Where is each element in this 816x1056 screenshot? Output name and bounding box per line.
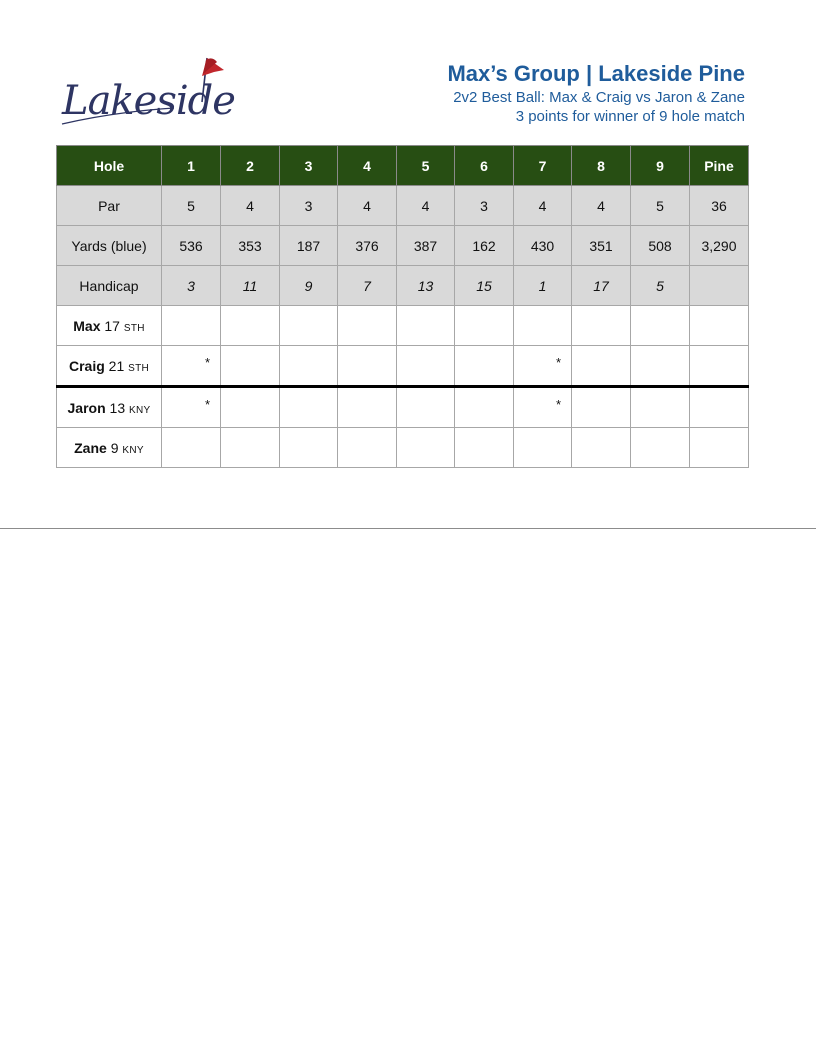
player-row [57, 306, 749, 346]
handicap-cell [690, 266, 749, 306]
column-header: 4 [338, 146, 397, 186]
score-cell[interactable] [514, 387, 572, 428]
handicap-cell: 17 [572, 266, 631, 306]
player-row [57, 346, 749, 387]
score-cell[interactable] [280, 387, 338, 428]
score-cell[interactable] [572, 428, 631, 468]
score-cell[interactable] [455, 387, 514, 428]
player-name: Zane [74, 439, 107, 456]
handicap-cell: 3 [162, 266, 221, 306]
par-cell: 4 [338, 186, 397, 226]
row-label: Handicap [57, 266, 162, 306]
par-cell: 3 [455, 186, 514, 226]
yards-row [57, 226, 749, 266]
score-cell[interactable] [572, 346, 631, 387]
score-cell[interactable] [572, 306, 631, 346]
score-cell[interactable] [280, 428, 338, 468]
column-header: 5 [397, 146, 455, 186]
stroke-marker: * [555, 355, 561, 370]
par-cell: 4 [221, 186, 280, 226]
player-row [57, 387, 749, 428]
column-header: Pine [690, 146, 749, 186]
score-cell[interactable] [514, 346, 572, 387]
match-format: 2v2 Best Ball: Max & Craig vs Jaron & Zane [453, 89, 745, 106]
header-row [57, 146, 749, 186]
score-cell[interactable] [397, 306, 455, 346]
par-cell: 5 [162, 186, 221, 226]
score-cell[interactable] [280, 306, 338, 346]
player-name: Max [73, 317, 101, 334]
yards-cell: 376 [338, 226, 397, 266]
scorecard-table [56, 145, 749, 468]
score-cell[interactable] [221, 346, 280, 387]
player-tee: KNY [122, 444, 144, 456]
par-row [57, 186, 749, 226]
column-header: 9 [631, 146, 690, 186]
yards-cell: 351 [572, 226, 631, 266]
par-cell: 36 [690, 186, 749, 226]
score-cell[interactable] [572, 387, 631, 428]
score-cell[interactable] [631, 428, 690, 468]
row-label: Par [57, 186, 162, 226]
player-handicap: 21 [108, 357, 125, 374]
yards-cell: 430 [514, 226, 572, 266]
column-header: 1 [162, 146, 221, 186]
score-cell[interactable] [397, 346, 455, 387]
score-cell[interactable] [455, 346, 514, 387]
score-cell[interactable] [280, 346, 338, 387]
yards-cell: 187 [280, 226, 338, 266]
column-header: 6 [455, 146, 514, 186]
score-cell[interactable] [514, 428, 572, 468]
handicap-cell: 11 [221, 266, 280, 306]
score-cell[interactable] [221, 428, 280, 468]
player-tee: KNY [129, 404, 151, 416]
player-name: Craig [68, 357, 105, 374]
yards-cell: 353 [221, 226, 280, 266]
player-handicap: 13 [109, 399, 126, 416]
score-cell[interactable] [631, 387, 690, 428]
column-header: 2 [221, 146, 280, 186]
score-cell[interactable] [631, 306, 690, 346]
handicap-cell: 1 [514, 266, 572, 306]
yards-cell: 508 [631, 226, 690, 266]
column-header: 3 [280, 146, 338, 186]
score-cell[interactable] [397, 387, 455, 428]
stroke-marker: * [204, 397, 210, 412]
column-header: 8 [572, 146, 631, 186]
logo-text: Lakeside [62, 78, 235, 124]
par-cell: 5 [631, 186, 690, 226]
player-name-cell [57, 306, 162, 346]
player-row [57, 428, 749, 468]
player-name-cell [57, 387, 162, 428]
yards-cell: 162 [455, 226, 514, 266]
page-title: Max’s Group | Lakeside Pine [447, 61, 745, 86]
match-points: 3 points for winner of 9 hole match [515, 108, 745, 125]
lakeside-logo [54, 52, 235, 130]
score-cell[interactable] [397, 428, 455, 468]
score-cell[interactable] [338, 306, 397, 346]
score-cell[interactable] [690, 428, 749, 468]
player-name-cell [57, 428, 162, 468]
handicap-cell: 9 [280, 266, 338, 306]
score-cell[interactable] [690, 387, 749, 428]
score-cell[interactable] [162, 306, 221, 346]
par-cell: 4 [397, 186, 455, 226]
handicap-cell: 13 [397, 266, 455, 306]
row-label: Yards (blue) [57, 226, 162, 266]
handicap-row [57, 266, 749, 306]
score-cell[interactable] [631, 346, 690, 387]
score-cell[interactable] [162, 428, 221, 468]
par-cell: 4 [514, 186, 572, 226]
handicap-cell: 15 [455, 266, 514, 306]
player-tee: STH [128, 362, 150, 374]
handicap-cell: 7 [338, 266, 397, 306]
score-cell[interactable] [690, 346, 749, 387]
yards-cell: 3,290 [690, 226, 749, 266]
column-header-hole: Hole [57, 146, 162, 186]
score-cell[interactable] [514, 306, 572, 346]
score-cell[interactable] [221, 387, 280, 428]
score-cell[interactable] [455, 306, 514, 346]
page-divider [0, 528, 816, 529]
stroke-marker: * [555, 397, 561, 412]
score-cell[interactable] [338, 428, 397, 468]
player-handicap: 17 [104, 317, 120, 334]
score-cell[interactable] [690, 306, 749, 346]
score-cell[interactable] [162, 387, 221, 428]
score-cell[interactable] [162, 346, 221, 387]
player-tee: STH [123, 322, 145, 334]
par-cell: 3 [280, 186, 338, 226]
stroke-marker: * [204, 355, 210, 370]
player-handicap: 9 [110, 439, 119, 456]
score-cell[interactable] [221, 306, 280, 346]
player-name: Jaron [67, 399, 106, 416]
handicap-cell: 5 [631, 266, 690, 306]
score-cell[interactable] [338, 346, 397, 387]
player-name-cell [57, 346, 162, 387]
header [447, 60, 745, 126]
score-cell[interactable] [338, 387, 397, 428]
par-cell: 4 [572, 186, 631, 226]
column-header: 7 [514, 146, 572, 186]
score-cell[interactable] [455, 428, 514, 468]
yards-cell: 387 [397, 226, 455, 266]
yards-cell: 536 [162, 226, 221, 266]
